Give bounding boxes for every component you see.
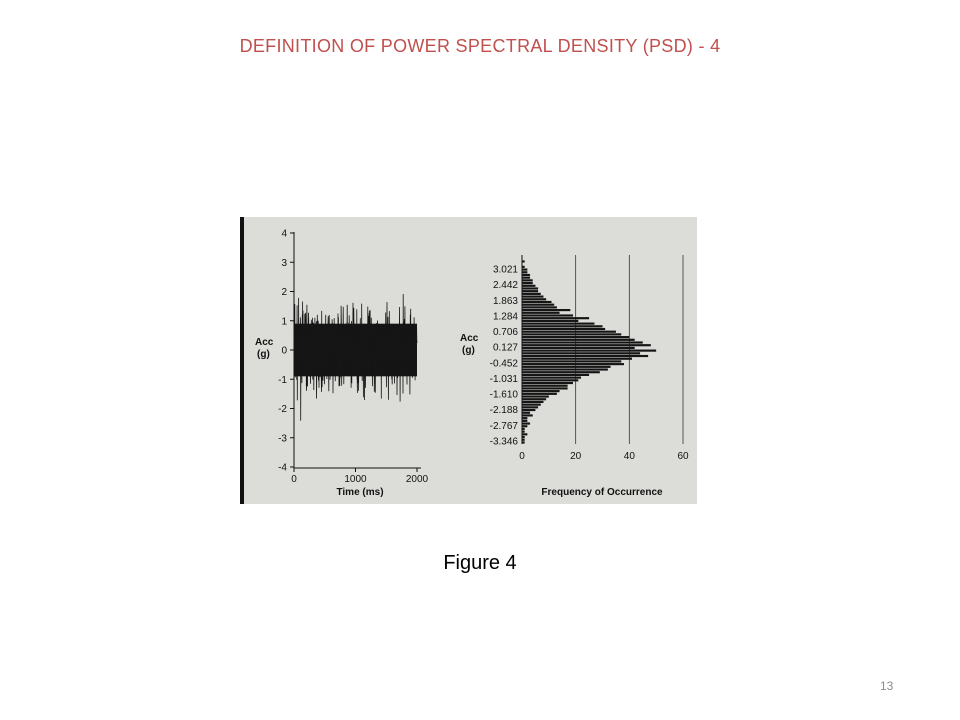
- ts-x-tick-label: 2000: [405, 474, 429, 485]
- ts-y-tick-label: 1: [281, 316, 287, 328]
- histogram-bar: [522, 301, 552, 303]
- hist-ylabel-line1: Acc: [460, 333, 479, 344]
- histogram-bar: [522, 296, 543, 298]
- histogram-bar: [522, 377, 581, 379]
- hist-ylabel-line2: (g): [462, 345, 475, 356]
- hist-y-tick-label: 0.706: [492, 327, 518, 339]
- histogram-bar: [522, 336, 629, 338]
- histogram-bar: [522, 328, 605, 330]
- hist-y-tick-label: 3.021: [492, 264, 518, 276]
- histogram-bar: [522, 317, 589, 319]
- histogram-bar: [522, 414, 533, 416]
- hist-xlabel: Frequency of Occurrence: [541, 487, 663, 498]
- histogram-bar: [522, 401, 543, 403]
- histogram-bar: [522, 417, 527, 419]
- slide-title: DEFINITION OF POWER SPECTRAL DENSITY (PSD) - 4: [239, 36, 721, 56]
- histogram-bar: [522, 314, 573, 316]
- ts-ylabel-line2: (g): [257, 349, 270, 360]
- ts-y-tick-label: 4: [281, 228, 287, 240]
- hist-x-tick-label: 40: [623, 451, 635, 462]
- histogram-bar: [522, 347, 635, 349]
- figure-panel: [240, 217, 697, 504]
- ts-xlabel: Time (ms): [336, 487, 384, 498]
- hist-y-tick-label: 1.863: [492, 295, 518, 307]
- histogram-bar: [522, 277, 530, 279]
- histogram-bar: [522, 320, 578, 322]
- histogram-bar: [522, 433, 527, 435]
- histogram-bar: [522, 355, 648, 357]
- hist-y-tick-label: -1.031: [489, 373, 518, 385]
- histogram-bar: [522, 366, 611, 368]
- histogram-bar: [522, 331, 616, 333]
- acceleration-signal-trace: [294, 294, 417, 421]
- histogram-bar: [522, 358, 632, 360]
- histogram-bar: [522, 374, 589, 376]
- histogram-bar: [522, 431, 525, 433]
- histogram-bar: [522, 382, 573, 384]
- histogram-bar: [522, 385, 568, 387]
- histogram-bar: [522, 422, 530, 424]
- histogram-bar: [522, 266, 525, 268]
- time-history-chart: [255, 229, 429, 499]
- hist-y-tick-label: -2.188: [489, 405, 518, 417]
- histogram-bar: [522, 409, 535, 411]
- ts-y-tick-label: 3: [281, 257, 287, 269]
- histogram-bar: [522, 290, 538, 292]
- ts-y-tick-label: 0: [281, 345, 287, 357]
- histogram-bar: [522, 312, 560, 314]
- histogram-bar: [522, 420, 527, 422]
- figure-svg: [240, 217, 697, 504]
- histogram-bar: [522, 271, 527, 273]
- histogram-bar: [522, 260, 525, 262]
- histogram-bar: [522, 350, 656, 352]
- histogram-bar: [522, 268, 527, 270]
- histogram-bar: [522, 287, 538, 289]
- ts-y-tick-label: -4: [278, 462, 287, 474]
- histogram-bar: [522, 379, 578, 381]
- histogram-bar: [522, 398, 546, 400]
- histogram-bar: [522, 441, 525, 443]
- histogram-bar: [522, 406, 538, 408]
- hist-y-tick-label: 2.442: [492, 280, 518, 292]
- histogram-bar: [522, 439, 525, 441]
- histogram-bar: [522, 282, 533, 284]
- histogram-bar: [522, 339, 635, 341]
- histogram-bar: [522, 325, 603, 327]
- histogram-bar: [522, 412, 530, 414]
- ts-x-tick-label: 1000: [344, 474, 367, 485]
- ts-y-tick-label: -3: [278, 433, 287, 445]
- histogram-bar: [522, 293, 541, 295]
- hist-y-tick-label: -1.610: [489, 389, 518, 401]
- hist-x-tick-label: 20: [570, 451, 582, 462]
- hist-y-tick-label: -3.346: [489, 436, 518, 448]
- histogram-bar: [522, 309, 570, 311]
- scan-edge: [240, 217, 244, 504]
- hist-x-tick-label: 0: [519, 451, 525, 462]
- histogram-bar: [522, 360, 621, 362]
- hist-y-tick-label: 1.284: [492, 311, 518, 323]
- histogram-bar: [522, 352, 640, 354]
- histogram-bar: [522, 344, 651, 346]
- histogram-bar: [522, 274, 530, 276]
- histogram-bar: [522, 371, 600, 373]
- histogram-bar: [522, 279, 533, 281]
- histogram-bar: [522, 404, 541, 406]
- hist-x-tick-label: 60: [677, 451, 689, 462]
- ts-x-tick-label: 0: [291, 474, 297, 485]
- histogram-bar: [522, 390, 560, 392]
- histogram-bar: [522, 395, 549, 397]
- histogram-bar: [522, 428, 525, 430]
- ts-y-tick-label: -1: [278, 374, 287, 386]
- histogram-bar: [522, 425, 527, 427]
- histogram-bar: [522, 393, 557, 395]
- hist-y-tick-label: -2.767: [489, 420, 518, 432]
- hist-y-tick-label: -0.452: [489, 358, 518, 370]
- page-number: 13: [880, 679, 894, 693]
- ts-ylabel-line1: Acc: [255, 337, 274, 348]
- figure-caption: Figure 4: [443, 552, 517, 574]
- ts-y-tick-label: -2: [278, 404, 287, 415]
- hist-y-tick-label: 0.127: [492, 342, 518, 354]
- histogram-bar: [522, 387, 568, 389]
- histogram-bar: [522, 368, 608, 370]
- histogram-chart: [460, 255, 689, 498]
- histogram-bar: [522, 323, 594, 325]
- histogram-bar: [522, 306, 557, 308]
- histogram-bar: [522, 304, 554, 306]
- histogram-bar: [522, 285, 535, 287]
- ts-y-tick-label: 2: [281, 287, 287, 298]
- histogram-bar: [522, 436, 525, 438]
- histogram-bar: [522, 363, 624, 365]
- histogram-bar: [522, 341, 643, 343]
- histogram-bar: [522, 298, 546, 300]
- histogram-bar: [522, 333, 621, 335]
